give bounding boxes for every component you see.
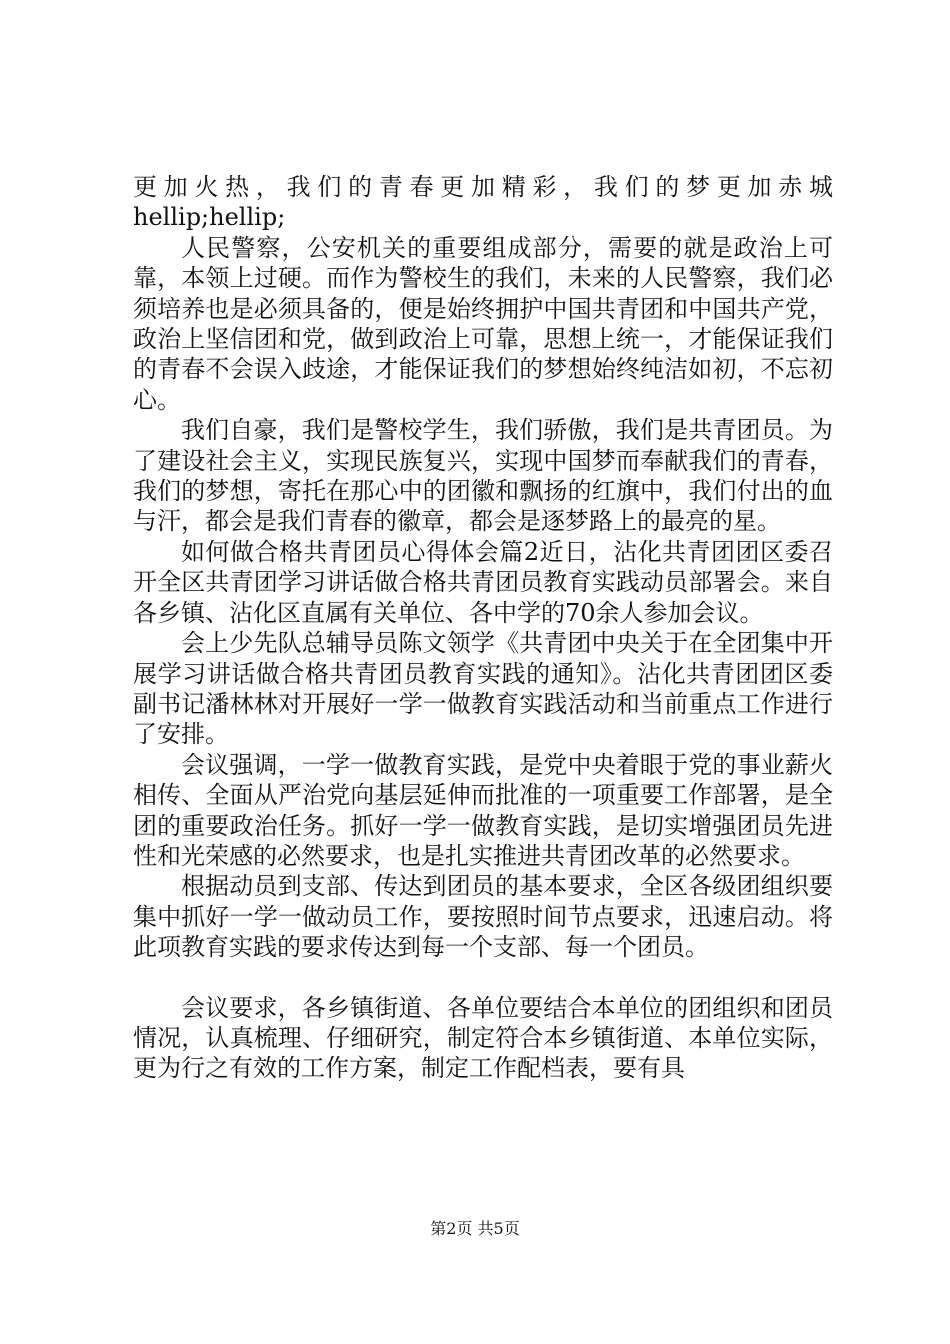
- paragraph-5: 会上少先队总辅导员陈文领学《共青团中央关于在全团集中开展学习讲话做合格共青团员教育实践的通知》。沾化共青团团区委副书记潘林林对开展好一学一做教育实践活动和当前重点工作进行了安排。: [133, 629, 833, 749]
- paragraph-4: 如何做合格共青团员心得体会篇2近日，沾化共青团团区委召开全区共青团学习讲话做合格共青团员教育实践动员部署会。来自各乡镇、沾化区直属有关单位、各中学的70余人参加会议。: [133, 537, 833, 627]
- page-number: 第2页 共5页: [430, 1219, 520, 1238]
- paragraph-8: 会议要求，各乡镇街道、各单位要结合本单位的团组织和团员情况，认真梳理、仔细研究，制定符合本乡镇街道、本单位实际，更为行之有效的工作方案，制定工作配档表，要有具: [133, 993, 833, 1083]
- paragraph-2: 人民警察，公安机关的重要组成部分，需要的就是政治上可靠，本领上过硬。而作为警校生的我们，未来的人民警察，我们必须培养也是必须具备的，便是始终拥护中国共青团和中国共产党，政治上坚信团和党，做到政治上可靠，思想上统一，才能保证我们的青春不会误入歧途，才能保证我们的梦想始终纯洁如初，不忘初心。: [133, 233, 833, 414]
- paragraph-1: 更加火热，我们的青春更加精彩，我们的梦更加赤城hellip;hellip;: [133, 173, 833, 232]
- paragraph-6: 会议强调，一学一做教育实践，是党中央着眼于党的事业薪火相传、全面从严治党向基层延伸而批准的一项重要工作部署，是全团的重要政治任务。抓好一学一做教育实践，是切实增强团员先进性和光荣感的必然要求，也是扎实推进共青团改革的必然要求。: [133, 750, 833, 870]
- document-body: [133, 172, 833, 1084]
- paragraph-3: 我们自豪，我们是警校学生，我们骄傲，我们是共青团员。为了建设社会主义，实现民族复兴，实现中国梦而奉献我们的青春，我们的梦想，寄托在那心中的团徽和飘扬的红旗中，我们付出的血与汗，都会是我们青春的徽章，都会是逐梦路上的最亮的星。: [133, 416, 833, 536]
- paragraph-7: 根据动员到支部、传达到团员的基本要求，全区各级团组织要集中抓好一学一做动员工作，要按照时间节点要求，迅速启动。将此项教育实践的要求传达到每一个支部、每一个团员。: [133, 872, 833, 962]
